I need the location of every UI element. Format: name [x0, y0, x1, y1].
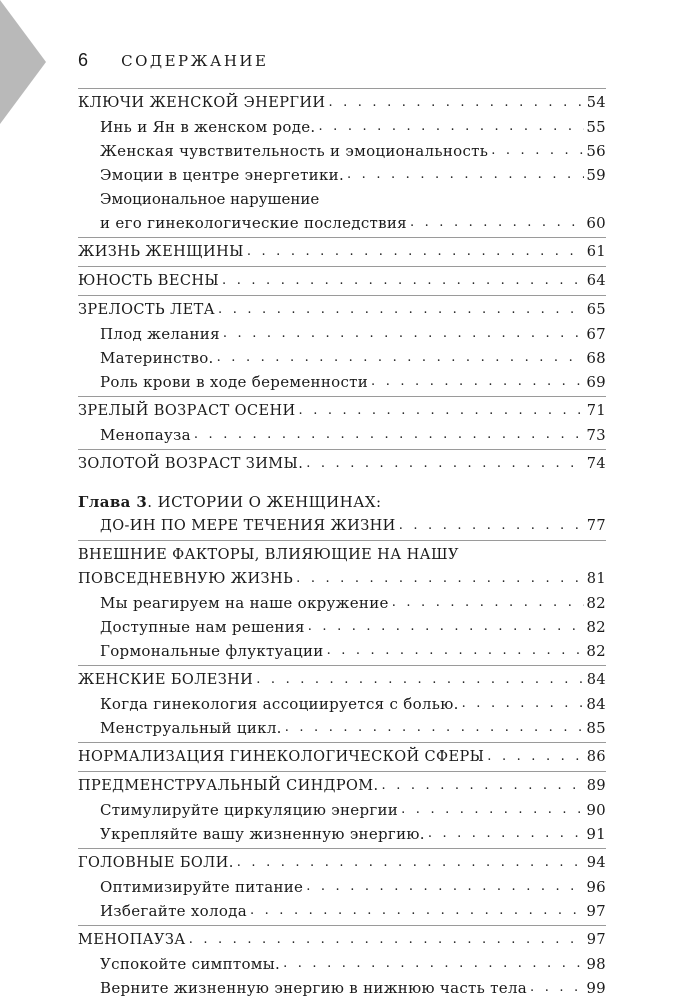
chapter-spacer [78, 476, 606, 490]
dot-leader [328, 93, 584, 113]
dot-leader [491, 141, 584, 161]
toc-entry-page: 99 [584, 976, 606, 1000]
toc-entry-label: ЗРЕЛЫЙ ВОЗРАСТ ОСЕНИ [78, 399, 299, 423]
toc-entry-label-line1: ВНЕШНИЕ ФАКТОРЫ, ВЛИЯЮЩИЕ НА НАШУ [78, 547, 459, 563]
toc-entry[interactable] [78, 716, 606, 740]
toc-entry[interactable] [78, 928, 606, 952]
dot-leader [327, 641, 585, 661]
page-number: 6 [78, 50, 89, 70]
chapter-title-line1 [78, 490, 606, 514]
toc-entry-page: 55 [584, 115, 606, 139]
dot-leader [319, 117, 585, 137]
section-divider [78, 925, 606, 926]
dot-leader [410, 213, 584, 233]
toc-entry-page: 90 [584, 798, 606, 822]
dot-leader [217, 348, 585, 368]
toc-entry-page: 84 [584, 692, 606, 716]
dot-leader [401, 800, 584, 820]
toc-entry[interactable] [78, 423, 606, 447]
toc-entry-label: Эмоции в центре энергетики. [100, 163, 347, 187]
dot-leader [399, 516, 585, 536]
section-divider [78, 266, 606, 267]
dot-leader [299, 401, 585, 421]
dot-leader [487, 747, 584, 767]
toc-entry[interactable] [78, 269, 606, 293]
toc-entry-label: Инь и Ян в женском роде. [100, 115, 319, 139]
toc-entry[interactable] [78, 615, 606, 639]
toc-entry[interactable] [78, 875, 606, 899]
toc-entry[interactable] [78, 346, 606, 370]
page-header [78, 50, 268, 71]
toc-entry-page: 86 [585, 745, 606, 769]
toc-entry-page: 73 [584, 423, 606, 447]
chapter-title-text: . ИСТОРИИ О ЖЕНЩИНАХ: [147, 493, 382, 511]
toc-entry-page: 97 [584, 899, 606, 923]
dot-leader [306, 877, 584, 897]
toc-entry-page: 74 [585, 452, 606, 476]
chapter-heading[interactable] [78, 490, 606, 538]
dot-leader [237, 853, 585, 873]
dot-leader [189, 930, 585, 950]
section-divider [78, 742, 606, 743]
toc-entry[interactable] [78, 692, 606, 716]
toc-entry[interactable] [78, 370, 606, 394]
toc-entry-label: Женская чувствительность и эмоциональность [100, 139, 491, 163]
toc-multiline-entry[interactable] [78, 543, 606, 591]
dot-leader [392, 593, 585, 613]
dot-leader [308, 617, 585, 637]
dot-leader [218, 300, 585, 320]
toc-entry[interactable] [78, 514, 606, 538]
toc-entry-label: КЛЮЧИ ЖЕНСКОЙ ЭНЕРГИИ [78, 91, 328, 115]
toc-entry-label: Доступные нам решения [100, 615, 308, 639]
toc-entry[interactable] [78, 668, 606, 692]
toc-entry-label-line1: Эмоциональное нарушение [100, 190, 320, 208]
section-divider [78, 848, 606, 849]
toc-entry-label: ПОВСЕДНЕВНУЮ ЖИЗНЬ [78, 567, 296, 591]
toc-entry[interactable] [78, 567, 606, 591]
toc-entry-label: Избегайте холода [100, 899, 250, 923]
toc-entry-label: и его гинекологические последствия [100, 211, 410, 235]
toc-entry[interactable] [78, 211, 606, 235]
section-divider [78, 449, 606, 450]
toc-entry-page: 94 [585, 851, 606, 875]
toc-entry[interactable] [78, 91, 606, 115]
toc-entry-page: 98 [584, 952, 606, 976]
toc-entry-label: Плод желания [100, 322, 223, 346]
toc-entry-label: ЗРЕЛОСТЬ ЛЕТА [78, 298, 218, 322]
toc-entry-page: 68 [584, 346, 606, 370]
toc-entry[interactable] [78, 322, 606, 346]
toc-entry-page: 65 [585, 298, 606, 322]
toc-entry[interactable] [78, 298, 606, 322]
toc-entry-page: 84 [585, 668, 606, 692]
section-divider [78, 540, 606, 541]
dot-leader [285, 718, 585, 738]
toc-entry-label: Менопауза [100, 423, 194, 447]
dot-leader [222, 271, 585, 291]
section-divider [78, 88, 606, 89]
toc-entry[interactable] [78, 952, 606, 976]
toc-entry-page: 82 [584, 591, 606, 615]
toc-entry-label: ЗОЛОТОЙ ВОЗРАСТ ЗИМЫ. [78, 452, 306, 476]
toc-entry-page: 54 [585, 91, 606, 115]
toc-entry-label: МЕНОПАУЗА [78, 928, 189, 952]
dot-leader [194, 425, 584, 445]
section-divider [78, 771, 606, 772]
toc-entry-label: Стимулируйте циркуляцию энергии [100, 798, 401, 822]
toc-entry[interactable] [78, 115, 606, 139]
dot-leader [306, 454, 585, 474]
dot-leader [283, 954, 584, 974]
toc-entry[interactable] [78, 139, 606, 163]
page-title: СОДЕРЖАНИЕ [121, 52, 269, 70]
toc-entry[interactable] [78, 976, 606, 1000]
toc-entry[interactable] [78, 774, 606, 798]
page-corner-tab [0, 0, 46, 124]
toc-entry[interactable] [78, 591, 606, 615]
toc-entry-page: 64 [585, 269, 606, 293]
dot-leader [347, 165, 584, 185]
dot-leader [296, 569, 585, 589]
toc-entry-label: Оптимизируйте питание [100, 875, 306, 899]
toc-entry-page: 96 [584, 875, 606, 899]
toc-entry-label: ПРЕДМЕНСТРУАЛЬНЫЙ СИНДРОМ. [78, 774, 382, 798]
toc-entry-label: Материнство. [100, 346, 217, 370]
toc-entry[interactable] [78, 452, 606, 476]
section-divider [78, 396, 606, 397]
toc-multiline-entry[interactable] [78, 187, 606, 235]
toc-entry-page: 59 [584, 163, 606, 187]
toc-entry-label: Менструальный цикл. [100, 716, 285, 740]
toc-entry-page: 85 [584, 716, 606, 740]
toc-entry[interactable] [78, 639, 606, 663]
toc-entry-page: 91 [584, 822, 606, 846]
toc-entry-label: ЖЕНСКИЕ БОЛЕЗНИ [78, 668, 256, 692]
toc-entry-label: Мы реагируем на наше окружение [100, 591, 392, 615]
dot-leader [371, 372, 584, 392]
toc-entry[interactable] [78, 745, 606, 769]
toc-entry[interactable] [78, 798, 606, 822]
toc-entry[interactable] [78, 851, 606, 875]
toc-entry-label: НОРМАЛИЗАЦИЯ ГИНЕКОЛОГИЧЕСКОЙ СФЕРЫ [78, 745, 487, 769]
toc-entry-label: Верните жизненную энергию в нижнюю часть тела [100, 976, 530, 1000]
toc-entry-label: Успокойте симптомы. [100, 952, 283, 976]
table-of-contents [78, 86, 606, 1000]
dot-leader [247, 242, 585, 262]
toc-entry-label: Роль крови в ходе беременности [100, 370, 371, 394]
toc-entry[interactable] [78, 399, 606, 423]
toc-entry-page: 56 [584, 139, 606, 163]
toc-entry-page: 61 [585, 240, 606, 264]
dot-leader [462, 694, 585, 714]
toc-entry-page: 89 [585, 774, 606, 798]
toc-entry-page: 97 [585, 928, 606, 952]
toc-entry[interactable] [78, 163, 606, 187]
toc-entry-label: ЮНОСТЬ ВЕСНЫ [78, 269, 222, 293]
dot-leader [428, 824, 585, 844]
toc-entry-label: ГОЛОВНЫЕ БОЛИ. [78, 851, 237, 875]
toc-entry-page: 81 [585, 567, 606, 591]
toc-entry-label: ДО-ИН ПО МЕРЕ ТЕЧЕНИЯ ЖИЗНИ [100, 514, 399, 538]
toc-entry-page: 82 [584, 615, 606, 639]
dot-leader [256, 670, 585, 690]
toc-entry[interactable] [78, 899, 606, 923]
section-divider [78, 665, 606, 666]
toc-entry-label: Гормональные флуктуации [100, 639, 327, 663]
toc-entry-page: 67 [584, 322, 606, 346]
dot-leader [223, 324, 584, 344]
toc-entry-label: Укрепляйте вашу жизненную энергию. [100, 822, 428, 846]
toc-entry-page: 60 [584, 211, 606, 235]
dot-leader [250, 901, 584, 921]
toc-entry-page: 69 [584, 370, 606, 394]
toc-entry-page: 71 [585, 399, 606, 423]
toc-entry[interactable] [78, 240, 606, 264]
dot-leader [382, 776, 585, 796]
toc-entry-label: Когда гинекология ассоциируется с болью. [100, 692, 462, 716]
dot-leader [530, 978, 584, 998]
toc-entry-page: 82 [584, 639, 606, 663]
section-divider [78, 295, 606, 296]
toc-entry[interactable] [78, 822, 606, 846]
section-divider [78, 237, 606, 238]
chapter-number: Глава 3 [78, 493, 148, 511]
toc-entry-page: 77 [585, 514, 606, 538]
toc-entry-label: ЖИЗНЬ ЖЕНЩИНЫ [78, 240, 247, 264]
